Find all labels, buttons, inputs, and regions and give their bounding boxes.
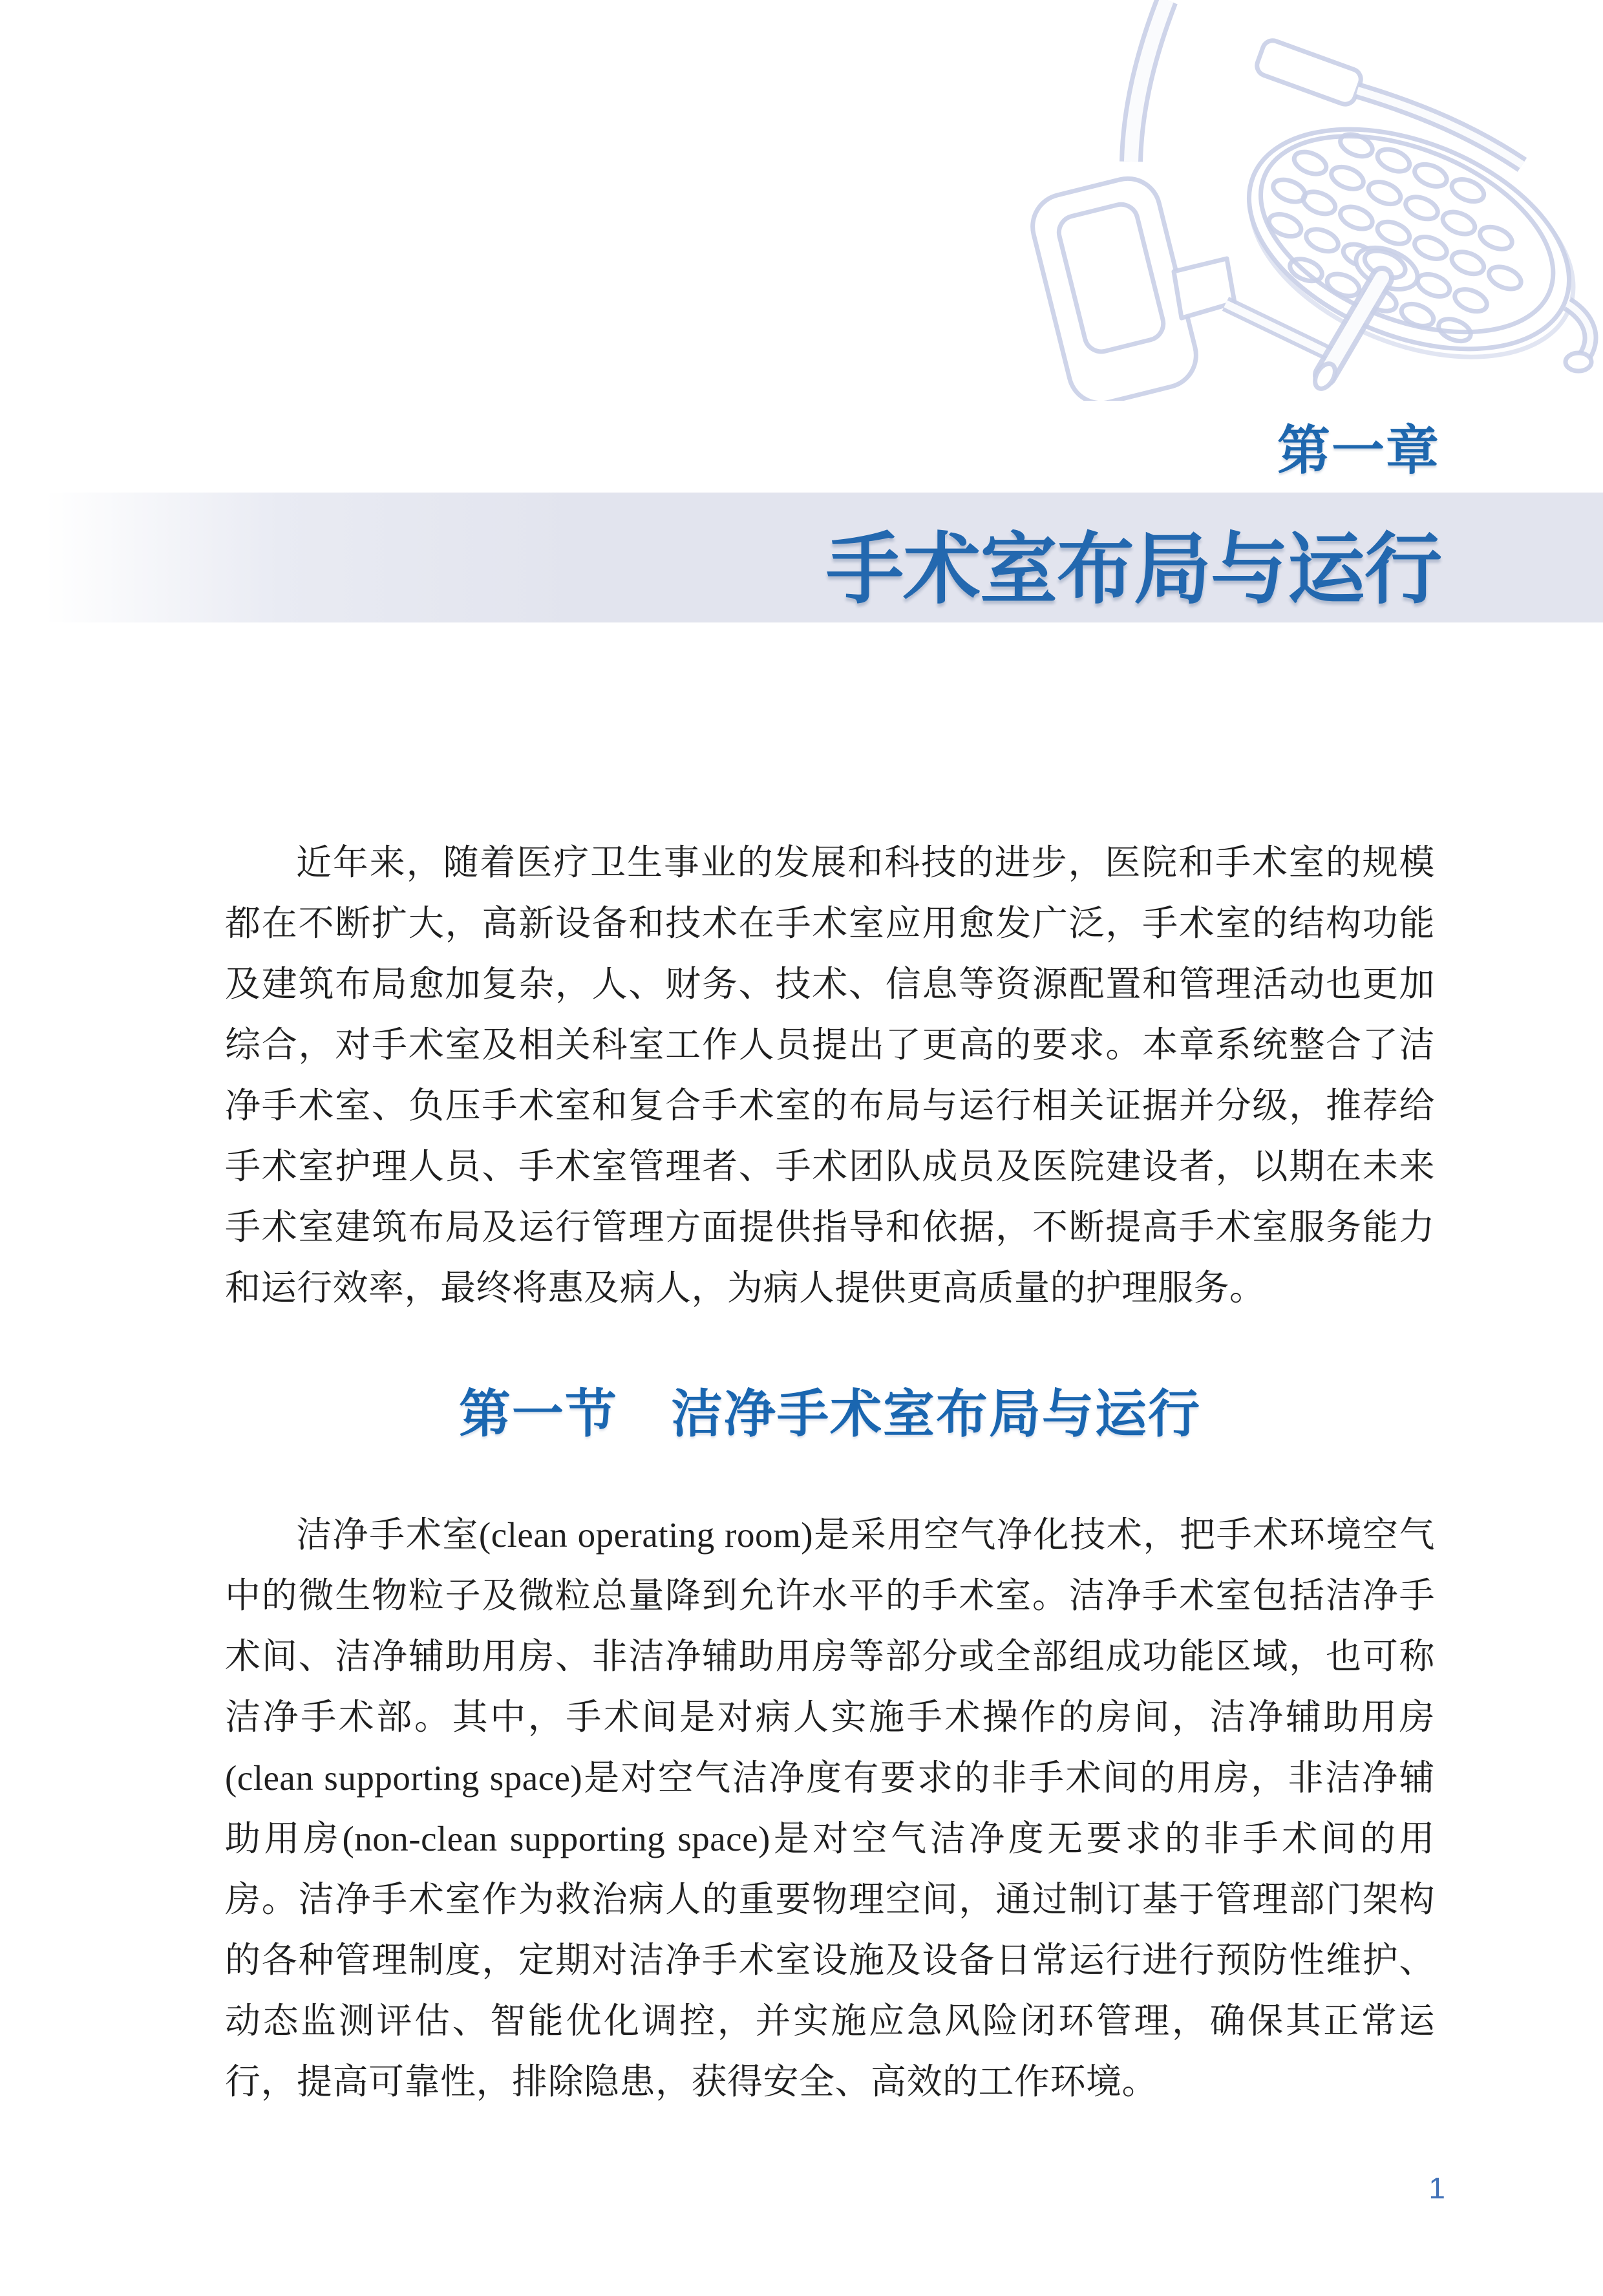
paragraph-clean-operating-room: 洁净手术室(clean operating room)是采用空气净化技术，把手术环境空气中的微生物粒子及微粒总量降到允许水平的手术室。洁净手术室包括洁净手术间、洁净辅助用房、非洁净辅助用房等部分或全部组成功能区域，也可称洁净手术部。其中，手术间是对病人实施手术操作的房间，洁净辅助用房(clean supporting space)是对空气洁净度有要求的非手术间的用房，非洁净辅助用房(non-clean supporting space)是对空气洁净度无要求的非手术间的用房。洁净手术室作为救治病人的重要物理空间，通过制订基于管理部门架构的各种管理制度，定期对洁净手术室设施及设备日常运行进行预防性维护、动态监测评估、智能优化调控，并实施应急风险闭环管理，确保其正常运行，提高可靠性，排除隐患，获得安全、高效的工作环境。 (225, 1515, 1435, 2101)
chapter-title: 手术室布局与运行 (826, 526, 1441, 613)
surgical-lamp-icon (1021, 0, 1603, 401)
body-text-column (225, 833, 1435, 2112)
section-heading: 第一节 洁净手术室布局与运行 (459, 1385, 1201, 1443)
paragraph-intro: 近年来，随着医疗卫生事业的发展和科技的进步，医院和手术室的规模都在不断扩大，高新设备和技术在手术室应用愈发广泛，手术室的结构功能及建筑布局愈加复杂，人、财务、技术、信息等资源配置和管理活动也更加综合，对手术室及相关科室工作人员提出了更高的要求。本章系统整合了洁净手术室、负压手术室和复合手术室的布局与运行相关证据并分级，推荐给手术室护理人员、手术室管理者、手术团队成员及医院建设者，以期在未来手术室建筑布局及运行管理方面提供指导和依据，不断提高手术室服务能力和运行效率，最终将惠及病人，为病人提供更高质量的护理服务。 (225, 843, 1435, 1308)
chapter-title-banner (0, 493, 1603, 622)
page-number: 1 (1428, 2171, 1445, 2205)
chapter-number: 第一章 (1277, 421, 1440, 480)
